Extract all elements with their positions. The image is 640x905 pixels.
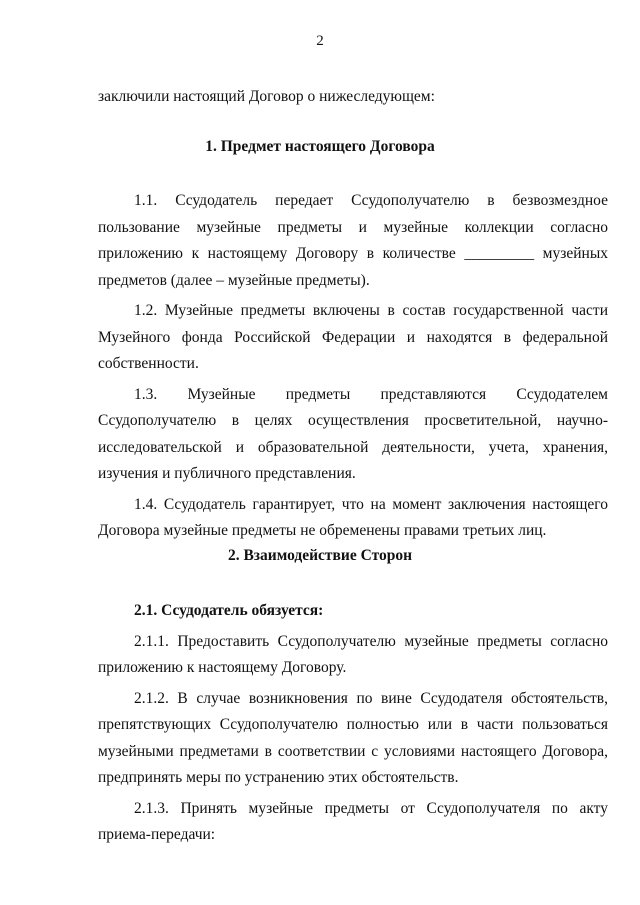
section-2-body bbox=[98, 598, 608, 849]
section-1-body bbox=[98, 188, 608, 545]
clause-2-1-heading: 2.1. Ссудодатель обязуется: bbox=[134, 602, 324, 619]
clause-2-1-3: 2.1.3. Принять музейные предметы от Ссудополучателя по акту приема-передачи: bbox=[98, 799, 608, 843]
intro-line: заключили настоящий Договор о нижеследующем: bbox=[98, 88, 435, 105]
section-1-title: 1. Предмет настоящего Договора bbox=[205, 138, 435, 155]
clause-1-4: 1.4. Ссудодатель гарантирует, что на момент заключения настоящего Договора музейные предметы не обременены правами третьих лиц. bbox=[98, 495, 608, 539]
clause-2-1-1: 2.1.1. Предоставить Ссудополучателю музейные предметы согласно приложению к настоящему Договору. bbox=[98, 632, 608, 676]
page-number: 2 bbox=[316, 33, 324, 49]
clause-1-2: 1.2. Музейные предметы включены в состав государственной части Музейного фонда Российской Федерации и находятся в федеральной собственности. bbox=[98, 302, 608, 372]
section-2-title: 2. Взаимодействие Сторон bbox=[227, 547, 413, 564]
clause-2-1-2: 2.1.2. В случае возникновения по вине Ссудодателя обстоятельств, препятствующих Ссудополучателю полностью или в части пользоваться музейными предметами в соответствии с условиями настоящего Договора, предпринять меры по устранению этих обстоятельств. bbox=[98, 689, 608, 786]
clause-1-1: 1.1. Ссудодатель передает Ссудополучателю в безвозмездное пользование музейные предметы и музейные коллекции согласно приложению к настоящему Договору в количестве _________ музейных предметов (далее – музейные предметы). bbox=[98, 192, 608, 289]
clause-1-3: 1.3. Музейные предметы представляются Ссудодателем Ссудополучателю в целях осуществления просветительной, научно-исследовательской и образовательной деятельности, учета, хранения, изучения и публичного представления. bbox=[98, 385, 608, 482]
